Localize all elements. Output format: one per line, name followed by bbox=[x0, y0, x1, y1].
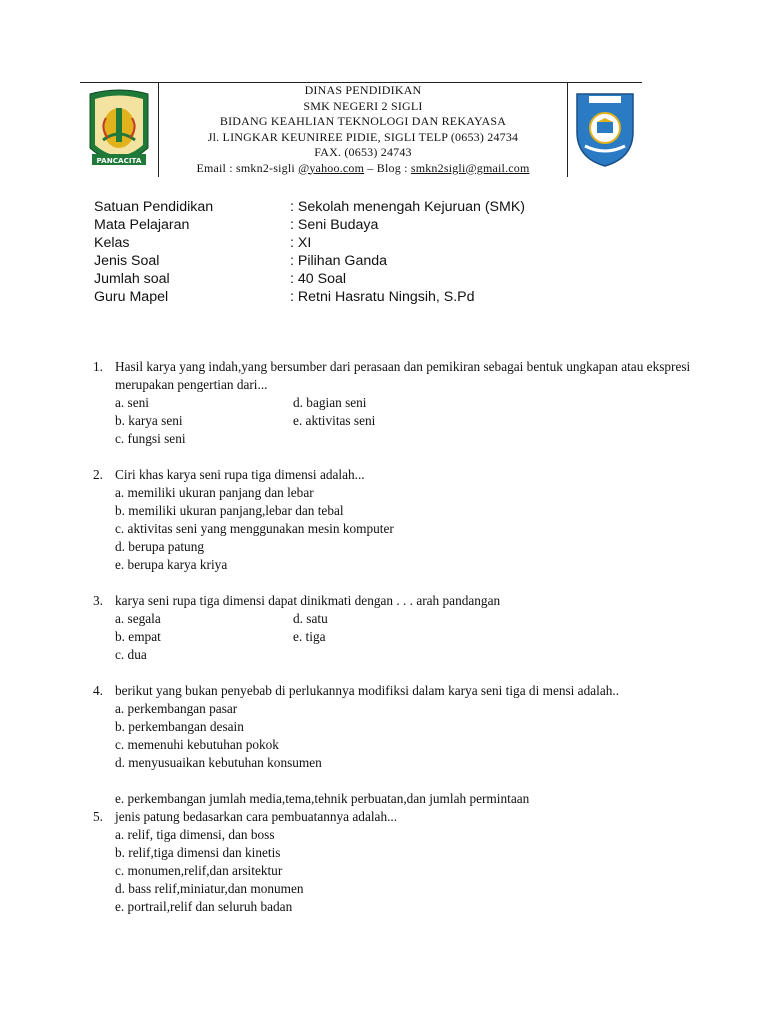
email-label: Email : smkn2-sigli bbox=[196, 160, 299, 175]
school-fax: FAX. (0653) 24743 bbox=[314, 145, 412, 159]
info-value: : XI bbox=[290, 235, 312, 251]
answer-option: c. aktivitas seni yang menggunakan mesin komputer bbox=[115, 521, 394, 536]
question-2 bbox=[93, 466, 713, 574]
info-label: Mata Pelajaran bbox=[94, 217, 190, 233]
answer-option: b. empat bbox=[115, 629, 161, 644]
question-text: Ciri khas karya seni rupa tiga dimensi adalah... bbox=[115, 467, 365, 482]
question-4 bbox=[93, 682, 713, 808]
question-1 bbox=[93, 358, 713, 448]
answer-options bbox=[115, 394, 713, 448]
question-number: 1. bbox=[93, 359, 103, 374]
info-label: Jumlah soal bbox=[94, 271, 170, 287]
question-number: 2. bbox=[93, 467, 103, 482]
question-3 bbox=[93, 592, 713, 664]
letterhead-text bbox=[160, 83, 566, 176]
answer-option: a. seni bbox=[115, 395, 149, 410]
question-5 bbox=[93, 808, 713, 916]
answer-option: d. bagian seni bbox=[293, 395, 367, 410]
answer-option: b. memiliki ukuran panjang,lebar dan tebal bbox=[115, 503, 344, 518]
answer-options bbox=[115, 610, 713, 664]
answer-option: d. menyusuaikan kebutuhan konsumen bbox=[115, 755, 322, 770]
info-value: : Sekolah menengah Kejuruan (SMK) bbox=[290, 199, 526, 215]
info-label: Satuan Pendidikan bbox=[94, 199, 214, 215]
smk-school-shield-icon bbox=[571, 90, 639, 168]
blog-label: – Blog : bbox=[364, 160, 411, 175]
answer-option: d. berupa patung bbox=[115, 539, 204, 554]
answer-option: e. aktivitas seni bbox=[293, 413, 376, 428]
answer-option: c. fungsi seni bbox=[115, 431, 186, 446]
answer-options bbox=[115, 826, 713, 916]
program-name: BIDANG KEAHLIAN TEKNOLOGI DAN REKAYASA bbox=[219, 114, 507, 128]
answer-option: b. karya seni bbox=[115, 413, 183, 428]
letterhead-right-divider bbox=[567, 82, 568, 177]
answer-option: c. memenuhi kebutuhan pokok bbox=[115, 737, 279, 752]
email-link[interactable]: @yahoo.com bbox=[298, 160, 365, 175]
letterhead-left-divider bbox=[158, 82, 159, 177]
blog-link[interactable]: smkn2sigli@gmail.com bbox=[410, 160, 530, 175]
answer-option: a. relif, tiga dimensi, dan boss bbox=[115, 827, 275, 842]
info-value: : Seni Budaya bbox=[290, 217, 379, 233]
aceh-pancacita-emblem-icon bbox=[86, 88, 152, 172]
answer-option: b. perkembangan desain bbox=[115, 719, 244, 734]
info-value: : Pilihan Ganda bbox=[290, 253, 388, 269]
answer-option: e. perkembangan jumlah media,tema,tehnik perbuatan,dan jumlah permintaan bbox=[115, 791, 530, 806]
question-number: 3. bbox=[93, 593, 103, 608]
question-text: Hasil karya yang indah,yang bersumber dari perasaan dan pemikiran sebagai bentuk ungkapan atau ekspresi merupakan pengertian dari... bbox=[115, 359, 691, 392]
answer-option: a. segala bbox=[115, 611, 161, 626]
info-label: Jenis Soal bbox=[94, 253, 160, 269]
info-value: : Retni Hasratu Ningsih, S.Pd bbox=[290, 289, 475, 305]
question-number: 4. bbox=[93, 683, 103, 698]
answer-option: c. dua bbox=[115, 647, 147, 662]
question-text: berikut yang bukan penyebab di perlukannya modifiksi dalam karya seni tiga di mensi adalah.. bbox=[115, 683, 620, 698]
info-label: Guru Mapel bbox=[94, 289, 169, 305]
question-text: karya seni rupa tiga dimensi dapat dinikmati dengan . . . arah pandangan bbox=[115, 593, 501, 608]
question-text: jenis patung bedasarkan cara pembuatannya adalah... bbox=[115, 809, 398, 824]
answer-option: e. berupa karya kriya bbox=[115, 557, 228, 572]
answer-options bbox=[115, 484, 713, 574]
agency-name: DINAS PENDIDIKAN bbox=[304, 83, 422, 97]
school-name: SMK NEGERI 2 SIGLI bbox=[303, 98, 423, 113]
answer-option: d. bass relif,miniatur,dan monumen bbox=[115, 881, 304, 896]
blank-line bbox=[115, 772, 713, 790]
answer-option: d. satu bbox=[293, 611, 328, 626]
school-address: Jl. LINGKAR KEUNIREE PIDIE, SIGLI TELP (0653) 24734 bbox=[207, 129, 519, 144]
info-value: : 40 Soal bbox=[290, 271, 347, 287]
question-list bbox=[93, 358, 713, 934]
answer-option: a. memiliki ukuran panjang dan lebar bbox=[115, 485, 314, 500]
school-contact bbox=[160, 161, 566, 177]
letterhead bbox=[80, 82, 642, 177]
answer-option: c. monumen,relif,dan arsitektur bbox=[115, 863, 283, 878]
answer-option: a. perkembangan pasar bbox=[115, 701, 238, 716]
answer-option: e. portrail,relif dan seluruh badan bbox=[115, 899, 293, 914]
answer-options bbox=[115, 700, 713, 808]
answer-option: e. tiga bbox=[293, 629, 326, 644]
info-label: Kelas bbox=[94, 235, 130, 251]
question-number: 5. bbox=[93, 809, 103, 824]
emblem-caption: PANCACITA bbox=[96, 156, 142, 165]
answer-option: b. relif,tiga dimensi dan kinetis bbox=[115, 845, 281, 860]
